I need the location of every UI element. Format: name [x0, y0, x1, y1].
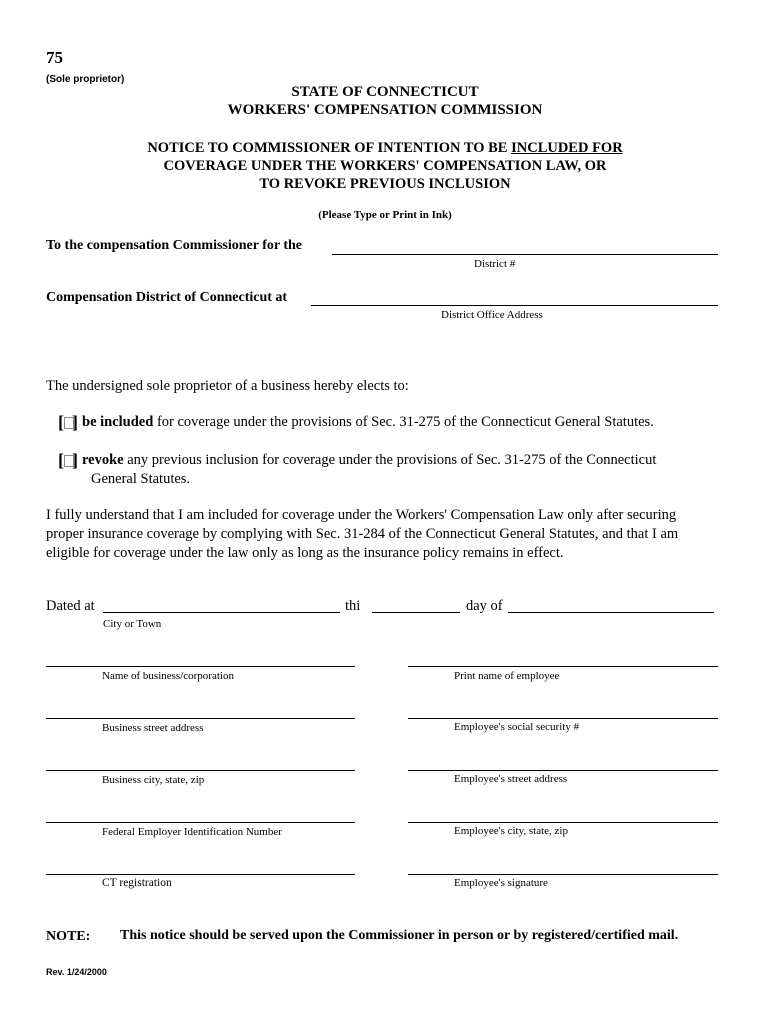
employee-city-caption: Employee's city, state, zip	[454, 825, 568, 837]
notice-title-prefix: NOTICE TO COMMISSIONER OF INTENTION TO BE	[147, 140, 512, 156]
business-name-field[interactable]	[46, 666, 355, 667]
fein-caption: Federal Employer Identification Number	[102, 826, 282, 838]
employee-street-field[interactable]	[408, 770, 718, 771]
revoke-text-continued: General Statutes.	[91, 471, 191, 487]
district-number-field[interactable]	[332, 254, 718, 255]
district-number-caption: District #	[474, 258, 516, 270]
commissioner-label: To the compensation Commissioner for the	[46, 238, 303, 253]
include-bold: be included	[82, 414, 154, 430]
employee-ssn-caption: Employee's social security #	[454, 721, 580, 733]
employee-signature-field[interactable]	[408, 874, 718, 875]
employee-name-field[interactable]	[408, 666, 718, 667]
business-street-caption: Business street address	[102, 722, 204, 734]
notice-title-line2: COVERAGE UNDER THE WORKERS' COMPENSATION LAW, OR	[163, 158, 607, 174]
district-office-address-field[interactable]	[311, 305, 718, 306]
employee-name-caption: Print name of employee	[454, 670, 560, 682]
commission-heading: WORKERS' COMPENSATION COMMISSION	[227, 102, 543, 118]
district-label: Compensation District of Connecticut at	[46, 290, 288, 305]
statement-line1: I fully understand that I am included for coverage under the Workers' Compensation Law only after securing	[46, 507, 677, 523]
intro-text: The undersigned sole proprietor of a business hereby elects to:	[46, 378, 409, 394]
day-field[interactable]	[372, 612, 460, 613]
revoke-option	[58, 451, 656, 470]
include-text: for coverage under the provisions of Sec. 31-275 of the Connecticut General Statutes.	[153, 414, 654, 430]
include-checkbox[interactable]: [ ]	[58, 412, 78, 432]
this-label: thi	[345, 598, 361, 614]
revoke-bold: revoke	[82, 452, 124, 468]
note-text: This notice should be served upon the Commissioner in person or by registered/certified mail.	[120, 928, 679, 943]
month-year-field[interactable]	[508, 612, 714, 613]
notice-title-line1	[0, 139, 770, 158]
business-city-caption: Business city, state, zip	[102, 774, 205, 786]
business-name-caption: Name of business/corporation	[102, 670, 234, 682]
business-street-field[interactable]	[46, 718, 355, 719]
revoke-text: any previous inclusion for coverage under the provisions of Sec. 31-275 of the Connecticut	[123, 452, 657, 468]
dated-label: Dated at	[46, 598, 95, 614]
statement-line3: eligible for coverage under the law only as long as the insurance policy remains in effect.	[46, 545, 564, 561]
revision-date: Rev. 1/24/2000	[46, 967, 107, 977]
fein-field[interactable]	[46, 822, 355, 823]
district-office-caption: District Office Address	[441, 309, 543, 321]
notice-title-underlined: INCLUDED FOR	[511, 140, 623, 156]
notice-title-line3: TO REVOKE PREVIOUS INCLUSION	[259, 176, 511, 192]
state-heading: STATE OF CONNECTICUT	[291, 84, 479, 100]
city-field[interactable]	[103, 612, 340, 613]
city-caption: City or Town	[103, 618, 162, 630]
form-type: (Sole proprietor)	[46, 74, 125, 85]
note-label: NOTE:	[46, 929, 91, 944]
day-of-label: day of	[466, 598, 503, 614]
form-number: 75	[46, 48, 63, 67]
employee-ssn-field[interactable]	[408, 718, 718, 719]
revoke-checkbox[interactable]: [ ]	[58, 450, 78, 470]
ct-registration-caption: CT registration	[102, 877, 172, 889]
print-instruction: (Please Type or Print in Ink)	[318, 209, 452, 221]
include-option	[58, 413, 654, 432]
statement-line2: proper insurance coverage by complying with Sec. 31-284 of the Connecticut General Statutes, and that I am	[46, 526, 679, 542]
ct-registration-field[interactable]	[46, 874, 355, 875]
employee-city-field[interactable]	[408, 822, 718, 823]
employee-signature-caption: Employee's signature	[454, 877, 548, 889]
employee-street-caption: Employee's street address	[454, 773, 568, 785]
business-city-field[interactable]	[46, 770, 355, 771]
